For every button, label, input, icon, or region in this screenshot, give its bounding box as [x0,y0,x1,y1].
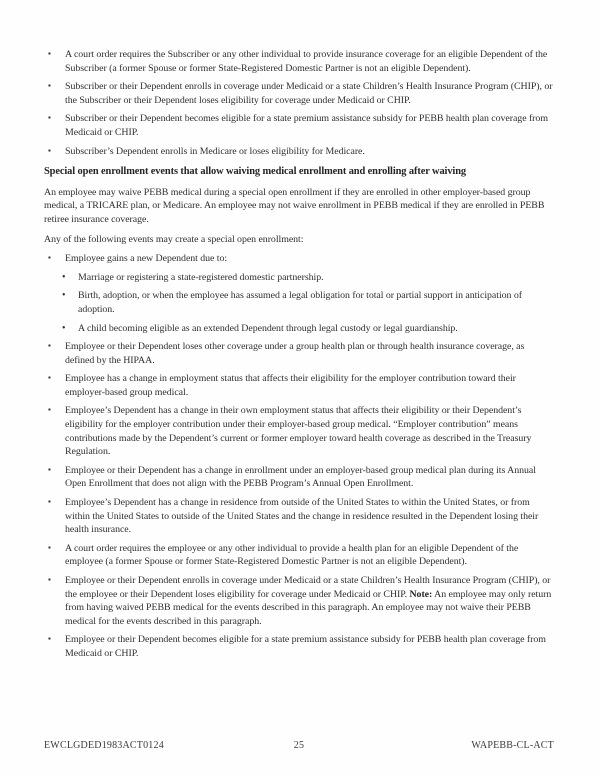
list-item-text: Subscriber or their Dependent becomes eligible for a state premium assistance subsidy for PEBB health plan coverage from Medicaid or CHIP. [65,113,548,138]
bullet-icon: ▪ [48,113,51,123]
list-item-text: Employee gains a new Dependent due to: [65,253,228,265]
sub-list-item [62,289,554,316]
sub-list-item-text: Marriage or registering a state-registered domestic partnership. [78,271,324,283]
sub-bullet-list [62,271,554,335]
list-item [44,145,554,159]
sub-list-item [62,322,554,336]
sub-list-item [62,271,554,285]
list-item [44,80,554,107]
bullet-icon: ▪ [48,49,51,58]
list-item [44,372,554,399]
bullet-list-top [44,48,554,158]
list-item [44,464,554,491]
list-item [44,252,554,335]
footer-page-number: 25 [293,740,305,751]
list-item-text: Employee or their Dependent loses other coverage under a group health plan or through health insurance coverage, as defined by the HIPAA. [65,341,525,366]
bullet-icon: ▪ [48,464,51,474]
sub-list-item-text: Birth, adoption, or when the employee has assumed a legal obligation for total or partial support in anticipation of adoption. [78,290,522,315]
bullet-icon: ▪ [48,497,51,507]
bullet-icon: ▪ [48,253,51,263]
bullet-icon: ▪ [48,405,51,415]
list-item-text: A court order requires the employee or any other individual to provide a health plan for an eligible Dependent of the employee (a former Spouse or former State-Registered Domestic Partner is not an eligible Dependent). [65,542,519,568]
bullet-icon: ▪ [48,341,51,351]
bullet-icon: ▪ [48,373,51,383]
list-item [44,404,554,458]
note-text-after: An employee may only return from having waived PEBB medical for the events described in this paragraph. An employee may not waive their PEBB medical for the events described in this paragraph. [65,588,552,627]
list-item-text: Employee or their Dependent becomes eligible for a state premium assistance subsidy for PEBB health plan coverage from Medicaid or CHIP. [65,634,546,659]
bullet-icon: • [62,322,66,334]
bullet-icon: • [62,271,66,283]
bullet-list-events [44,252,554,660]
bullet-icon: ▪ [48,145,51,155]
paragraph-waive-intro: An employee may waive PEBB medical during a special open enrollment if they are enrolled in other employer-based group medical, a TRICARE plan, or Medicare. An employee may not waive enrollment in PEBB medical if they are enrolled in PEBB retiree insurance coverage. [44,186,545,225]
bullet-icon: ▪ [48,634,51,644]
note-label: Note: [409,588,433,600]
list-item-text: Employee or their Dependent has a change in enrollment under an employer-based group medical plan during its Annual Open Enrollment that does not align with the PEBB Program’s Annual Open Enrollment. [65,464,536,490]
footer-form-code: WAPEBB-CL-ACT [471,740,554,751]
bullet-icon: • [62,290,66,302]
list-item-text: Employee’s Dependent has a change in their own employment status that affects their eligibility or their Dependent’s eligibility for the employer contribution under their employer-based group medical. “Employer contribution” means contributions made by the Dependent’s current or former employer toward health coverage as described in the Treasury Regulation. [65,405,532,458]
list-item [44,340,554,367]
bullet-icon: ▪ [48,575,51,584]
list-item [44,574,554,628]
list-item-text: Subscriber’s Dependent enrolls in Medicare or loses eligibility for Medicare. [65,145,365,157]
list-item [44,48,554,75]
list-item-text: Employee has a change in employment status that affects their eligibility for the employer contribution toward their employer-based group medical. [65,373,516,398]
list-item [44,633,554,660]
bullet-icon: ▪ [48,542,51,552]
paragraph-events-lead: Any of the following events may create a special open enrollment: [44,233,304,245]
list-item [44,112,554,139]
bullet-icon: ▪ [48,81,51,91]
list-item-text: Subscriber or their Dependent enrolls in coverage under Medicaid or a state Children’s Health Insurance Program (CHIP), or the Subscriber or their Dependent loses eligibility for coverage under Medicaid or CHIP. [65,81,553,106]
list-item-text: A court order requires the Subscriber or any other individual to provide insurance coverage for an eligible Dependent of the Subscriber (a former Spouse or former State-Registered Domestic Partner is not an eligible Dependent). [65,49,548,74]
list-item [44,496,554,537]
page-footer [44,739,554,753]
note-text-before: Employee or their Dependent enrolls in coverage under Medicaid or a state Children’s Health Insurance Program (CHIP), or the employee or their Dependent loses eligibility for coverage under Medicaid or CHIP. [65,575,551,600]
list-item-text [65,575,551,627]
footer-document-code: EWCLGDED1983ACT0124 [44,740,164,751]
section-heading: Special open enrollment events that allow waiving medical enrollment and enrolling after waiving [44,166,466,178]
sub-list-item-text: A child becoming eligible as an extended Dependent through legal custody or legal guardianship. [78,322,458,334]
list-item-text: Employee’s Dependent has a change in residence from outside of the United States to within the United States, or from within the United States to outside of the United States and the change in residence resulted in the Dependent losing their health insurance. [65,497,539,536]
list-item [44,542,554,569]
